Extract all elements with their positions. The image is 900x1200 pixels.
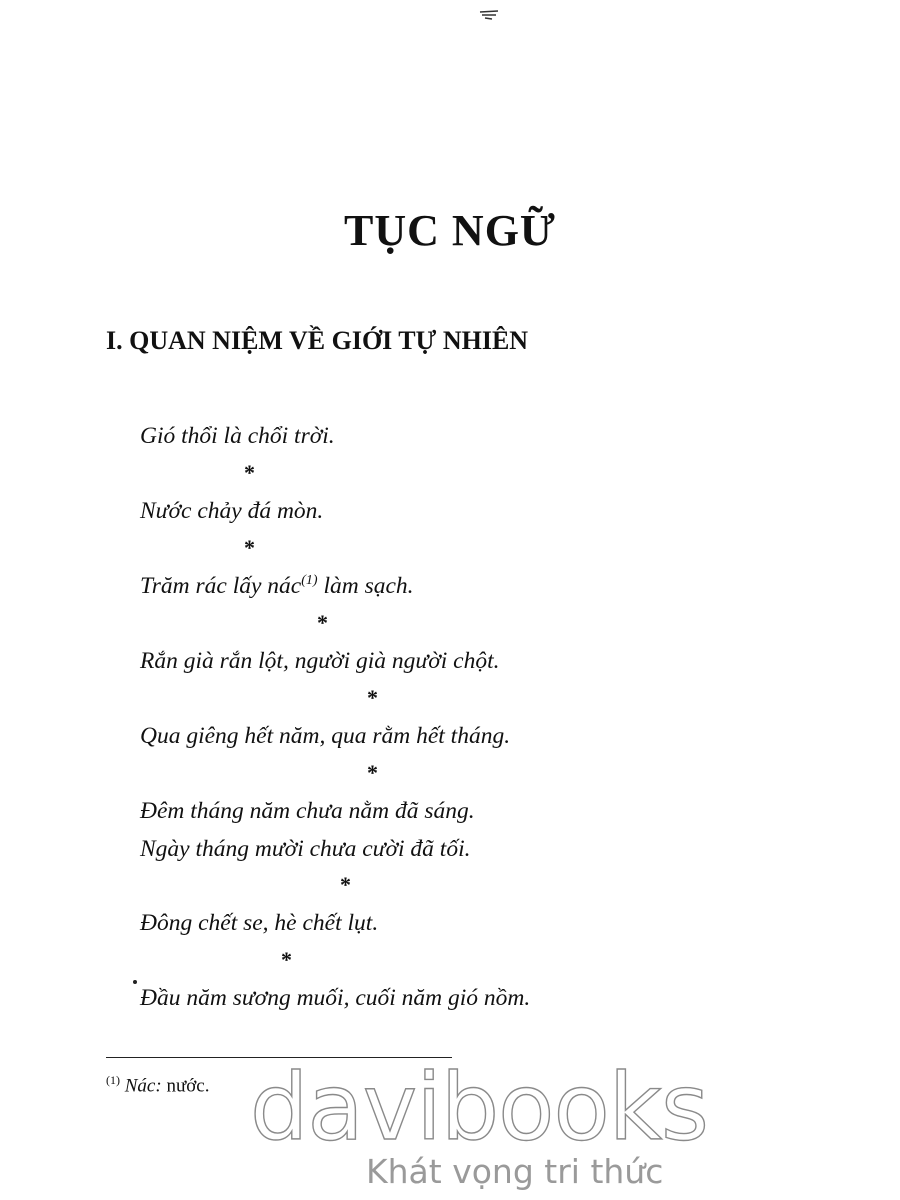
- page-title: TỤC NGỮ: [344, 206, 556, 255]
- separator-star: *: [281, 947, 292, 972]
- watermark-tagline: Khát vọng tri thức: [366, 1152, 664, 1191]
- proverb-8: Đầu năm sương muối, cuối năm gió nồm.: [140, 985, 531, 1011]
- proverb-6-line-2: Ngày tháng mười chưa cười đã tối.: [140, 836, 471, 862]
- footnote-reference: (1): [301, 573, 318, 589]
- proverb-1: Gió thổi là chổi trời.: [140, 423, 335, 449]
- proverb-2: Nước chảy đá mòn.: [140, 498, 324, 524]
- proverb-3: [140, 573, 414, 600]
- separator-star: *: [340, 872, 351, 897]
- proverb-6-line-1: Đêm tháng năm chưa nằm đã sáng.: [140, 798, 475, 824]
- proverb-4: Rắn già rắn lột, người già người chột.: [140, 648, 500, 674]
- separator-star: *: [317, 610, 328, 635]
- proverb-5: Qua giêng hết năm, qua rằm hết tháng.: [140, 723, 511, 749]
- footnote-definition: nước.: [161, 1075, 210, 1097]
- separator-star: *: [367, 760, 378, 785]
- separator-star: *: [244, 460, 255, 485]
- footnote: [106, 1073, 209, 1097]
- proverb-3-text-start: Trăm rác lấy nác: [140, 573, 302, 599]
- watermark-logo: davibooks: [250, 1054, 708, 1161]
- footnote-term: Nác:: [124, 1075, 162, 1097]
- proverb-7: Đông chết se, hè chết lụt.: [140, 910, 379, 936]
- section-heading: I. QUAN NIỆM VỀ GIỚI TỰ NHIÊN: [106, 326, 529, 355]
- printer-mark-icon: [478, 6, 502, 22]
- footnote-marker: (1): [106, 1073, 120, 1087]
- separator-star: *: [244, 535, 255, 560]
- proverb-3-text-end: làm sạch.: [317, 573, 414, 599]
- ink-speck: [133, 980, 137, 984]
- separator-star: *: [367, 685, 378, 710]
